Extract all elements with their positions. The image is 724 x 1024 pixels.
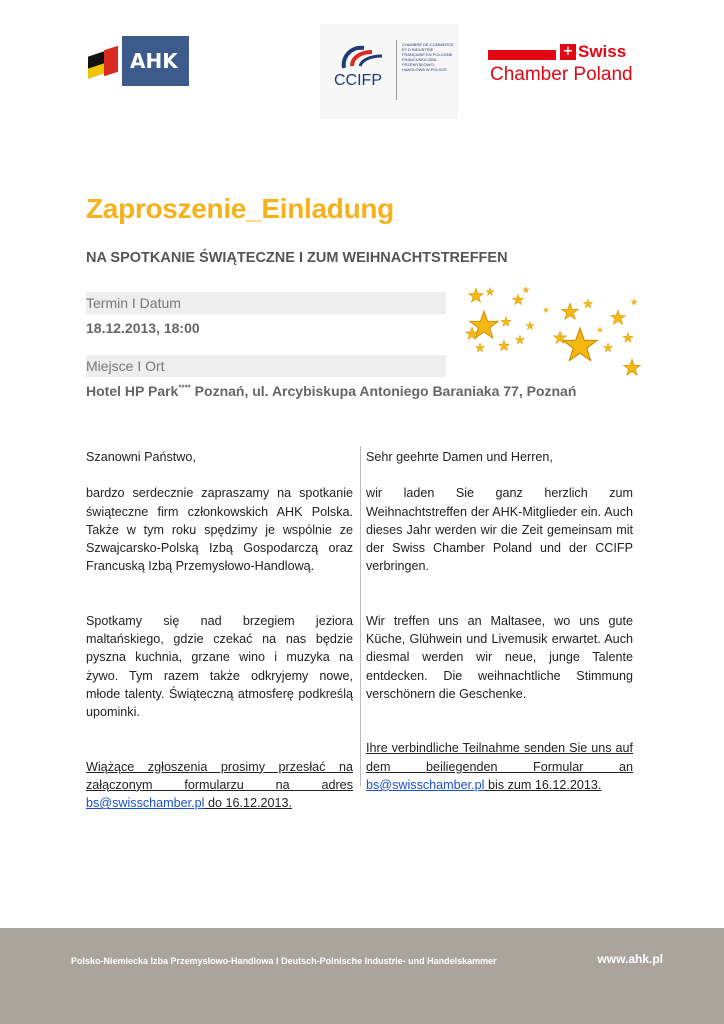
date-value: 18.12.2013, 18:00 — [86, 320, 200, 336]
ccifp-swoosh-icon — [338, 42, 386, 72]
place-value — [86, 383, 576, 399]
page-title: Zaproszenie_Einladung — [86, 193, 394, 224]
ahk-logo-text: AHK — [130, 49, 178, 73]
swiss-chamber-logo — [488, 44, 642, 86]
flag-icon — [82, 36, 122, 86]
de-registration-end: bis zum 16.12.2013. — [484, 777, 602, 792]
pl-registration-text: Wiążące zgłoszenia prosimy przesłać na załączonym formularzu na adres — [86, 759, 353, 792]
footer-text: Polsko-Niemiecka Izba Przemysłowo-Handlowa I Deutsch-Polnische Industrie- und Handelskammer — [71, 956, 497, 966]
ccifp-subtitle: CHAMBRE DE COMMERCE ET D'INDUSTRIE FRANÇAISE EN POLOGNE FRANCUSKA IZBA PRZEMYSŁOWO-HANDLOWA W POLSCE — [402, 42, 454, 72]
page-subtitle: NA SPOTKANIE ŚWIĄTECZNE I ZUM WEIHNACHTSTREFFEN — [86, 250, 508, 266]
hotel-address: Poznań, ul. Arcybiskupa Antoniego Baraniaka 77, Poznań — [190, 383, 577, 399]
hotel-name: Hotel HP Park — [86, 383, 179, 399]
de-paragraph-1: wir laden Sie ganz herzlich zum Weihnachtstreffen der AHK-Mitglieder ein. Auch dieses Jahr werden wir die Zeit gemeinsam mit der Swiss Chamber Poland und der CCIFP verbringen. — [366, 486, 633, 574]
christmas-stars-icon — [460, 282, 650, 382]
swiss-logo-top: Swiss — [578, 42, 627, 61]
swiss-cross-icon: + — [560, 44, 576, 60]
column-divider — [360, 446, 361, 786]
pl-greeting: Szanowni Państwo, — [86, 450, 196, 464]
de-registration-text: Ihre verbindliche Teilnahme senden Sie uns auf dem beiliegenden Formular an — [366, 741, 633, 774]
footer-url[interactable]: www.ahk.pl — [597, 952, 663, 966]
de-paragraph-2: Wir treffen uns an Maltasee, wo uns gute Küche, Glühwein und Livemusik erwartet. Auch diesmal werden wir neue, junge Talente entdecken. Die weihnachtliche Stimmung verschönern die Geschenke. — [366, 613, 633, 701]
pl-registration — [86, 758, 353, 813]
pl-paragraph-2: Spotkamy się nad brzegiem jeziora maltańskiego, gdzie czekać na nas będzie pyszna kuchnia, grzane wino i muzyka na żywo. Tym razem także odkryjemy nowe, młode talenty. Świąteczną atmosferę podkreślą upominki. — [86, 613, 353, 720]
pl-registration-end: do 16.12.2013. — [204, 796, 293, 811]
ccifp-name: CCIFP — [334, 72, 382, 89]
footer — [0, 928, 724, 1024]
pl-email-link[interactable]: bs@swisschamber.pl — [86, 796, 205, 811]
place-label: Miejsce I Ort — [86, 355, 446, 377]
de-registration — [366, 739, 633, 794]
swiss-logo-bottom: Chamber Poland — [490, 64, 633, 85]
swiss-red-bar — [488, 50, 556, 60]
pl-paragraph-1: bardzo serdecznie zapraszamy na spotkanie świąteczne firm członkowskich AHK Polska. Także w tym roku spędzimy je wspólnie ze Szwajcarsko-Polską Izbą Gospodarczą oraz Francuską Izbą Przemysłowo-Handlową. — [86, 486, 353, 574]
de-email-link[interactable]: bs@swisschamber.pl — [366, 777, 485, 792]
de-greeting: Sehr geehrte Damen und Herren, — [366, 450, 553, 464]
ccifp-divider — [396, 40, 397, 100]
polish-column — [86, 448, 353, 812]
hotel-stars: **** — [178, 383, 191, 393]
ahk-logo — [82, 36, 189, 86]
date-label: Termin I Datum — [86, 292, 446, 314]
german-column — [366, 448, 633, 794]
ccifp-logo — [320, 24, 458, 119]
